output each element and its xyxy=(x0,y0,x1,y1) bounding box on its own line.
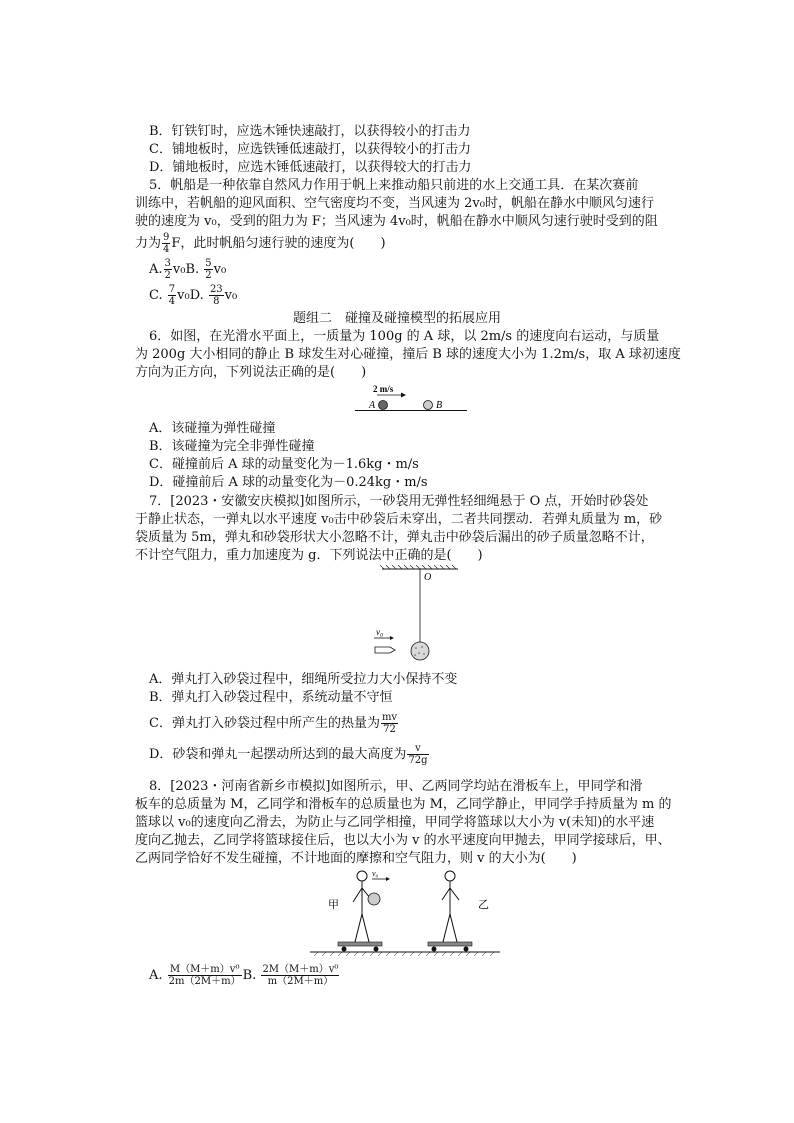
q7-fig-label-o: O xyxy=(424,572,432,583)
q8-basketball xyxy=(368,893,380,905)
q5-stem-line2: 训练中，若帆船的迎风面积、空气密度均不变，当风速为 2v₀时，帆船在静水中顺风匀速行 xyxy=(135,196,654,211)
q7-opt-d-num: v xyxy=(407,743,428,755)
q5-opt-b-num: 5 xyxy=(205,258,212,269)
q8-stem-line2: 板车的总质量为 M，乙同学和滑板车的总质量也为 M，乙同学静止，甲同学手持质量为 m 的 xyxy=(135,797,672,812)
q5-opt-c-den: 4 xyxy=(168,296,176,307)
q8-opt-a-frac xyxy=(168,964,242,987)
q6-velocity-arrowhead xyxy=(401,393,406,398)
q7-opt-d-den: 72g xyxy=(408,755,428,766)
q8-opt-b-num: 2M（M＋m）v⁰ xyxy=(262,964,339,975)
q5-opt-d-num: 23 xyxy=(209,284,223,295)
q5-opt-b-var: v₀ xyxy=(213,262,227,277)
q5-opt-c-label: C. xyxy=(149,288,163,303)
q7-option-a: A．弹丸打入砂袋过程中，细绳所受拉力大小保持不变 xyxy=(149,672,458,687)
q8-opt-a-num: M（M＋m）v⁰ xyxy=(168,964,242,976)
q8-stem-line3: 篮球以 v₀的速度向乙滑去，为防止与乙同学相撞，甲同学将篮球以大小为 v(未知)的水平速 xyxy=(135,815,655,830)
q8-skateboard-jia xyxy=(338,942,382,946)
q7-stem-line2: 于静止状态，一弹丸以水平速度 v₀击中砂袋后未穿出，二者共同摆动．若弹丸质量为 m，砂 xyxy=(135,512,663,527)
q6-option-c: C．碰撞前后 A 球的动量变化为－1.6kg・m/s xyxy=(149,457,419,472)
q8-skateboard-yi xyxy=(428,942,472,946)
section-title: 题组二 碰撞及碰撞模型的拓展应用 xyxy=(292,311,501,326)
q8-wheel xyxy=(374,947,379,952)
q5-frac-num: 9 xyxy=(163,232,170,243)
q5-opt-a-var: v₀ xyxy=(172,262,186,277)
q8-fig-label-yi: 乙 xyxy=(478,898,489,911)
q7-stem-line3: 袋质量为 5m，弹丸和砂袋形状大小忽略不计，弹丸击中砂袋后漏出的砂子质量忽略不计， xyxy=(135,530,654,545)
q7-fig-label-v0: v₀ xyxy=(376,627,384,637)
q5-opt-a-den: 2 xyxy=(164,270,171,281)
q6-option-d: D．碰撞前后 A 球的动量变化为－0.24kg・m/s xyxy=(149,475,428,490)
q6-fig-speed-label: 2 m/s xyxy=(373,384,394,394)
q5-stem-line1: 5．帆船是一种依靠自然风力作用于帆上来推动船只前进的水上交通工具．在某次赛前 xyxy=(149,178,639,193)
q8-fig-label-v0: v₀ xyxy=(372,869,379,878)
q7-option-d xyxy=(149,743,430,767)
q5-opt-a-label: A. xyxy=(149,262,163,277)
q8-opt-b-den: m（2M＋m） xyxy=(267,976,334,987)
q8-person-yi xyxy=(442,871,459,942)
q7-opt-d-frac xyxy=(407,743,428,766)
q7-stem-line4: 不计空气阻力，重力加速度为 g．下列说法中正确的是( ) xyxy=(135,548,483,563)
q6-collision-figure xyxy=(355,382,467,416)
q8-opt-b-label: B. xyxy=(242,968,257,983)
q6-option-b: B．该碰撞为完全非弹性碰撞 xyxy=(149,439,315,454)
q5-options-cd xyxy=(149,284,237,307)
q5-opt-d-label: D. xyxy=(189,288,204,303)
q5-line4-pre: 力为 xyxy=(135,236,162,251)
q5-options-ab xyxy=(149,258,226,281)
q6-ball-a xyxy=(379,401,388,410)
q8-wheel xyxy=(464,947,469,952)
q8-fig-label-jia: 甲 xyxy=(328,898,339,911)
q7-opt-d-text: D．砂袋和弹丸一起摆动所达到的最大高度为 xyxy=(149,747,407,762)
q4-option-c: C．铺地板时，应选铁锤低速敲打，以获得较小的打击力 xyxy=(149,142,471,157)
q8-stem-line5: 乙两同学恰好不发生碰撞，不计地面的摩擦和空气阻力，则 v 的大小为( ) xyxy=(135,851,577,866)
q7-opt-c-text: C．弹丸打入砂袋过程中所产生的热量为 xyxy=(149,716,380,731)
q6-stem-line3: 方向为正方向，下列说法正确的是( ) xyxy=(135,365,367,380)
q7-sandbag-figure xyxy=(370,565,460,665)
q6-option-a: A．该碰撞为弹性碰撞 xyxy=(149,421,276,436)
q7-bullet xyxy=(375,647,395,653)
q7-opt-c-den: 72 xyxy=(383,724,396,735)
q5-frac-den: 4 xyxy=(163,244,170,255)
q5-opt-a-num: 3 xyxy=(164,258,171,269)
q5-opt-b-label: B. xyxy=(185,262,200,277)
q7-velocity-arrowhead xyxy=(390,636,394,640)
q5-opt-c-var: v₀ xyxy=(177,288,190,303)
q8-wheel xyxy=(342,947,347,952)
q5-opt-a-frac xyxy=(164,258,172,281)
q7-opt-c-frac xyxy=(381,712,398,735)
q5-stem-line3: 驶的速度为 v₀，受到的阻力为 F；当风速为 4v₀时，帆船在静水中顺风匀速行驶时受到的阻 xyxy=(135,214,658,229)
q5-opt-d-var: v₀ xyxy=(224,288,238,303)
q7-opt-c-num: mv xyxy=(381,712,398,723)
q8-opt-a-den: 2m（2M＋m） xyxy=(168,976,241,987)
q5-opt-d-den: 8 xyxy=(213,296,220,307)
q5-opt-b-den: 2 xyxy=(205,270,212,281)
q5-opt-c-num: 7 xyxy=(168,284,176,295)
q8-opt-a-label: A. xyxy=(149,968,163,983)
q6-stem-line2: 为 200g 大小相同的静止 B 球发生对心碰撞，撞后 B 球的速度大小为 1.2m/s，取 A 球初速度 xyxy=(135,347,681,362)
q8-person-jia xyxy=(353,871,370,942)
q4-option-d: D．铺地板时，应选木锤低速敲打，以获得较大的打击力 xyxy=(149,160,472,175)
q6-ball-b xyxy=(424,401,433,410)
q5-opt-d-frac xyxy=(209,284,224,307)
q8-velocity-arrowhead xyxy=(386,877,390,881)
q5-opt-b-frac xyxy=(204,258,212,281)
q7-option-c xyxy=(149,712,399,736)
q5-line4-post: F，此时帆船匀速行驶的速度为( ) xyxy=(171,236,386,251)
q5-opt-c-frac xyxy=(168,284,176,307)
q7-option-b: B．弹丸打入砂袋过程中，系统动量不守恒 xyxy=(149,690,393,705)
q8-wheel xyxy=(432,947,437,952)
q5-stem-line4 xyxy=(135,232,386,255)
q8-ground-hatch xyxy=(314,952,494,956)
q7-ceiling-hatch xyxy=(380,565,456,569)
q8-options-ab xyxy=(149,960,340,992)
q7-stem-line1: 7．[2023・安徽安庆模拟]如图所示，一砂袋用无弹性轻细绳悬于 O 点，开始时砂袋处 xyxy=(149,494,649,509)
q6-fig-label-a: A xyxy=(369,400,376,411)
q6-fig-label-b: B xyxy=(436,400,443,411)
q4-option-b: B．钉铁钉时，应选木锤快速敲打，以获得较小的打击力 xyxy=(149,124,471,139)
q8-stem-line4: 度向乙抛去，乙同学将篮球接住后，也以大小为 v 的水平速度向甲抛去，甲同学接球后，甲、 xyxy=(135,833,671,848)
q8-stem-line1: 8．[2023・河南省新乡市模拟]如图所示，甲、乙两同学均站在滑板车上，甲同学和滑 xyxy=(149,779,643,794)
q7-sandbag xyxy=(411,642,429,660)
q5-fraction xyxy=(162,232,170,255)
q8-opt-b-frac xyxy=(261,964,339,987)
q6-stem-line1: 6．如图，在光滑水平面上，一质量为 100g 的 A 球，以 2m/s 的速度向右运动，与质量 xyxy=(149,329,660,344)
q8-skateboard-figure xyxy=(310,866,500,958)
